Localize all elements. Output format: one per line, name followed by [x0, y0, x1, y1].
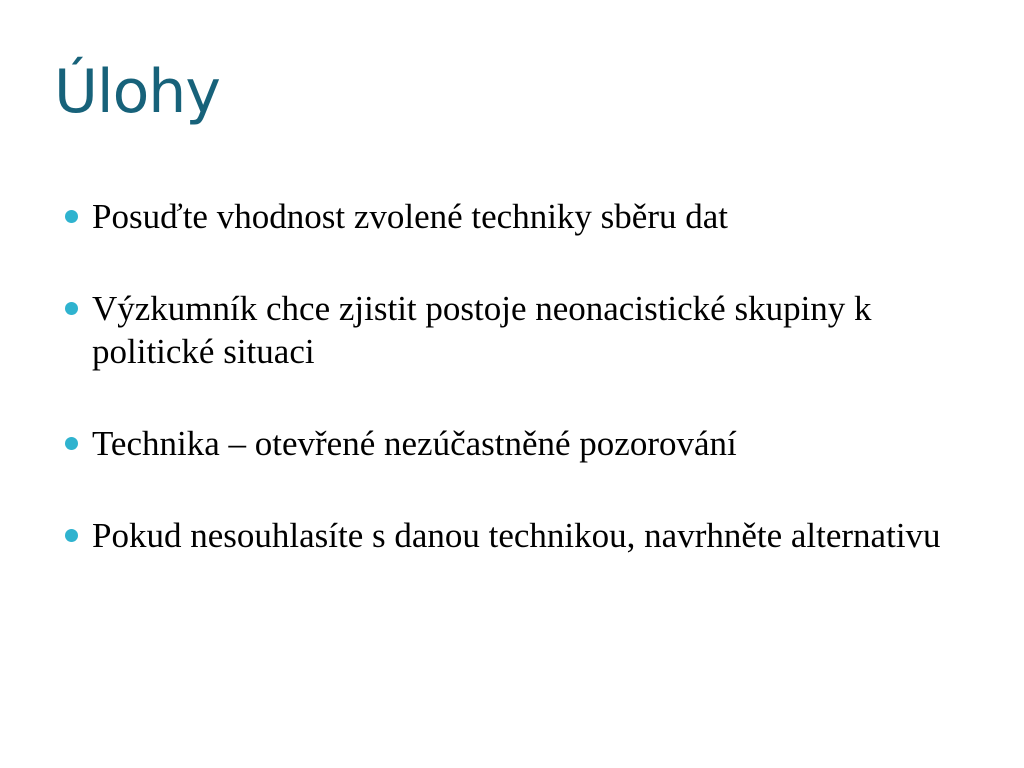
bullet-dot-icon — [65, 210, 78, 223]
bullet-dot-icon — [65, 529, 78, 542]
bullet-list — [62, 195, 962, 557]
bullet-text: Pokud nesouhlasíte s danou technikou, navrhněte alternativu — [92, 516, 941, 555]
slide-title: Úlohy — [54, 57, 220, 127]
bullet-dot-icon — [65, 302, 78, 315]
bullet-text: Posuďte vhodnost zvolené techniky sběru dat — [92, 197, 728, 236]
bullet-item — [62, 195, 962, 238]
bullet-dot-icon — [65, 437, 78, 450]
bullet-item — [62, 287, 962, 373]
bullet-text: Výzkumník chce zjistit postoje neonacistické skupiny k politické situaci — [92, 289, 872, 371]
bullet-item — [62, 514, 962, 557]
bullet-text: Technika – otevřené nezúčastněné pozorování — [92, 424, 737, 463]
bullet-item — [62, 422, 962, 465]
